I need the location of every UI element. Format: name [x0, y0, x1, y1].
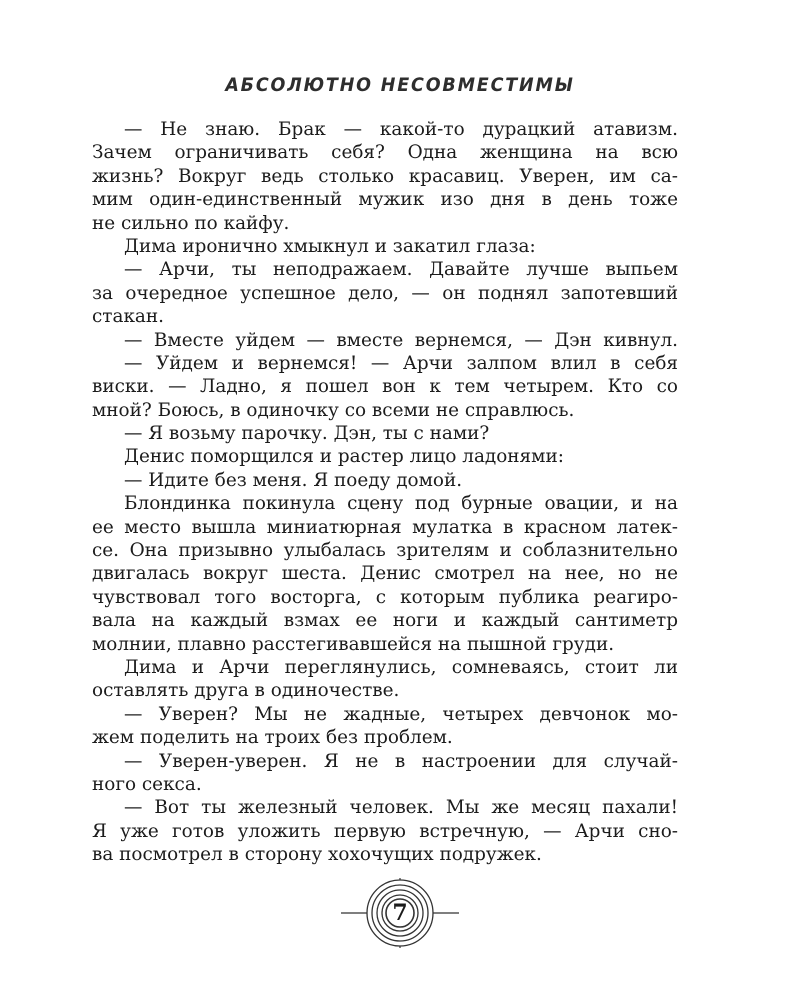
text-line: стакан.	[92, 306, 165, 328]
text-line: ее место вышла миниатюрная мулатка в красном латек-	[92, 516, 678, 538]
text-line: Дима и Арчи переглянулись, сомневаясь, стоит ли	[124, 656, 678, 678]
text-line: двигалась вокруг шеста. Денис смотрел на нее, но не	[92, 563, 678, 585]
body-text	[92, 118, 678, 867]
text-line: Я уже готов уложить первую встречную, — Арчи сно-	[92, 820, 678, 842]
text-line: — Уверен? Мы не жадные, четырех девчонок мо-	[124, 703, 678, 725]
text-line: жизнь? Вокруг ведь столько красавиц. Уверен, им са-	[92, 165, 678, 187]
text-line: — Вместе уйдем — вместе вернемся, — Дэн кивнул.	[124, 329, 678, 351]
text-line: — Не знаю. Брак — какой-то дурацкий атавизм.	[124, 119, 678, 140]
text-line: вала на каждый взмах ее ноги и каждый сантиметр	[92, 610, 678, 632]
text-line: виски. — Ладно, я пошел вон к тем четырем. Кто со	[92, 376, 678, 398]
text-line: за очередное успешное дело, — он поднял запотевший	[92, 282, 678, 304]
text-line: чувствовал того восторга, с которым публика реагиро-	[92, 586, 678, 608]
text-line: — Идите без меня. Я поеду домой.	[124, 469, 463, 491]
text-line: оставлять друга в одиночестве.	[92, 680, 400, 702]
text-line: Блондинка покинула сцену под бурные овации, и на	[124, 493, 678, 515]
text-line: Дима иронично хмыкнул и закатил глаза:	[124, 235, 536, 257]
text-line: жем поделить на троих без проблем.	[92, 727, 453, 749]
text-line: Зачем ограничивать себя? Одна женщина на всю	[92, 142, 678, 164]
text-line: молнии, плавно расстегивавшейся на пышной груди.	[92, 633, 615, 655]
text-line: ва посмотрел в сторону хохочущих подружек.	[92, 844, 542, 866]
page-number-ornament	[341, 878, 459, 948]
text-line: — Я возьму парочку. Дэн, ты с нами?	[124, 423, 490, 445]
text-line: — Арчи, ты неподражаем. Давайте лучше выпьем	[124, 259, 678, 281]
text-line: се. Она призывно улыбалась зрителям и соблазнительно	[92, 540, 678, 562]
text-line: — Вот ты железный человек. Мы же месяц пахали!	[124, 797, 678, 819]
text-line: мной? Боюсь, в одиночку со всеми не справлюсь.	[92, 399, 575, 421]
page-number: 7	[392, 900, 408, 926]
text-line: Денис поморщился и растер лицо ладонями:	[124, 446, 564, 468]
text-line: не сильно по кайфу.	[92, 212, 290, 234]
running-header: АБСОЛЮТНО НЕСОВМЕСТИМЫ	[225, 74, 575, 96]
text-line: ного секса.	[92, 773, 202, 795]
text-line: — Уйдем и вернемся! — Арчи залпом влил в себя	[124, 352, 678, 374]
text-line: — Уверен-уверен. Я не в настроении для случай-	[124, 750, 678, 772]
text-line: мим один-единственный мужик изо дня в день тоже	[92, 189, 678, 211]
